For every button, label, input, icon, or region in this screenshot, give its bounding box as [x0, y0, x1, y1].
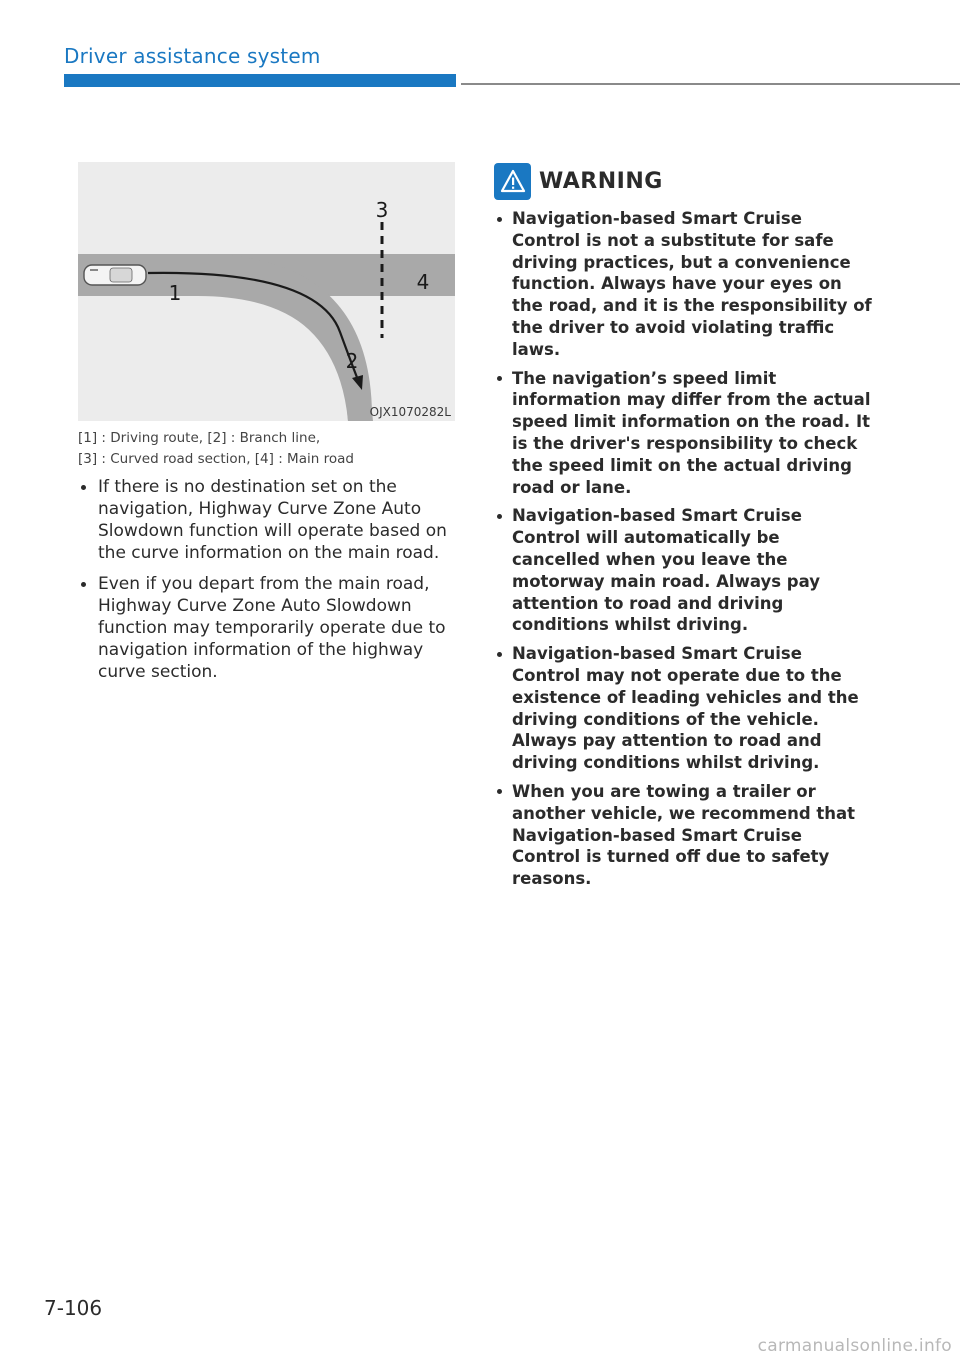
header-rule [461, 83, 960, 85]
list-item: The navigation’s speed limit information may differ from the actual speed limit information on the road. It is the driver's responsibility to check the speed limit on the actual driving road or lane. [494, 368, 872, 499]
warning-title: WARNING [539, 168, 663, 194]
callout-2: 2 [345, 349, 359, 373]
warning-list [494, 208, 872, 897]
callout-3: 3 [375, 198, 389, 222]
left-bullet-list [78, 476, 463, 692]
list-item: Navigation-based Smart Cruise Control is not a substitute for safe driving practices, but a convenience function. Always have your eyes on the road, and it is the responsibility of the driver to avoid violating traffic laws. [494, 208, 872, 361]
header-section-title: Driver assistance system [64, 44, 321, 68]
page-number: 7-106 [44, 1296, 103, 1320]
header-accent-bar [64, 74, 456, 87]
warning-header [494, 162, 663, 200]
car-icon [84, 265, 146, 285]
figure-code: OJX1070282L [369, 405, 451, 419]
list-item: When you are towing a trailer or another vehicle, we recommend that Navigation-based Smart Cruise Control is turned off due to safety reasons. [494, 781, 872, 890]
list-item: Navigation-based Smart Cruise Control may not operate due to the existence of leading vehicles and the driving conditions of the vehicle. Always pay attention to road and driving conditions whilst driving. [494, 643, 872, 774]
caption-line: [1] : Driving route, [2] : Branch line, [78, 430, 321, 446]
watermark: carmanualsonline.info [757, 1336, 952, 1356]
figure-caption [78, 428, 458, 470]
warning-triangle-icon [494, 163, 531, 200]
list-item: If there is no destination set on the navigation, Highway Curve Zone Auto Slowdown function will operate based on the curve information on the main road. [78, 476, 463, 564]
callout-1: 1 [168, 281, 182, 305]
road-diagram [78, 162, 455, 421]
caption-line: [3] : Curved road section, [4] : Main road [78, 451, 354, 467]
callout-4: 4 [416, 270, 430, 294]
road-diagram-figure [78, 162, 455, 421]
list-item: Navigation-based Smart Cruise Control will automatically be cancelled when you leave the motorway main road. Always pay attention to road and driving conditions whilst driving. [494, 505, 872, 636]
list-item: Even if you depart from the main road, Highway Curve Zone Auto Slowdown function may temporarily operate due to navigation information of the highway curve section. [78, 573, 463, 683]
